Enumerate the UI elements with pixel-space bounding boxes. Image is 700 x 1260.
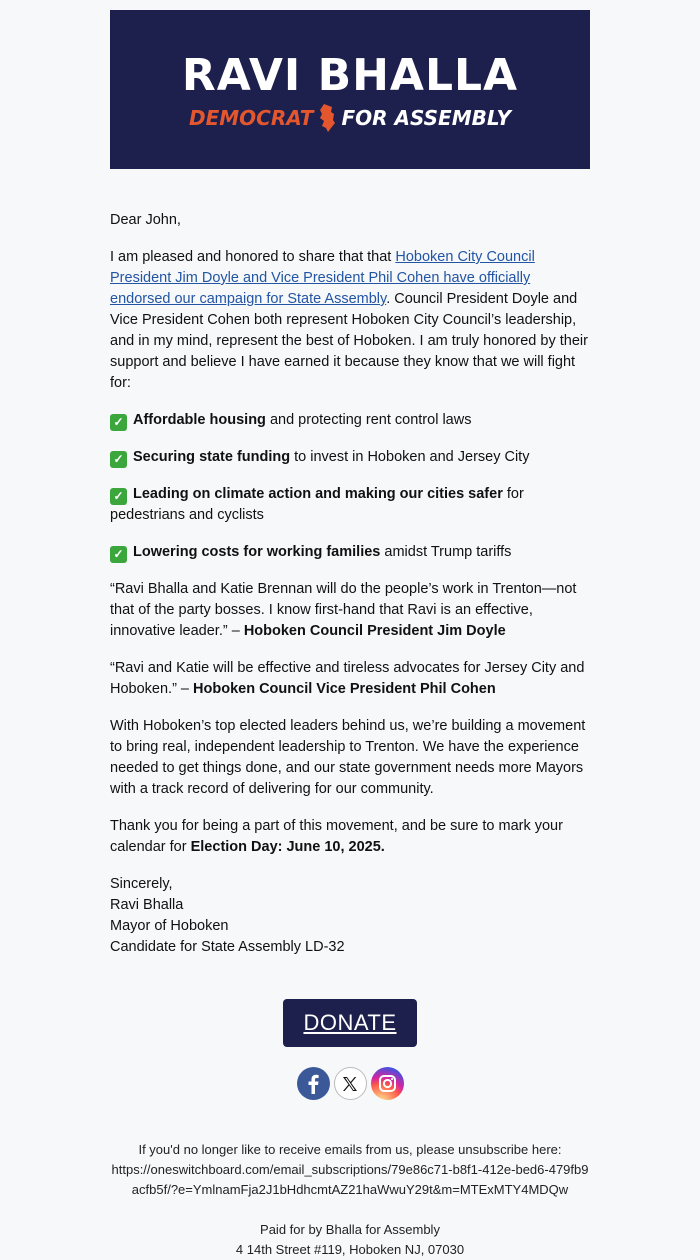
banner-tagline	[189, 104, 511, 132]
endorsement-link[interactable]: Hoboken City Council President Jim Doyle and Vice President Phil Cohen have officially endorsed our campaign for State Assembly	[110, 249, 535, 307]
bullet-text: for pedestrians and cyclists	[110, 486, 524, 523]
bullet-bold: Affordable housing	[133, 412, 266, 428]
footer	[110, 1140, 590, 1260]
signature-block	[110, 874, 590, 958]
bullet-item	[110, 447, 590, 468]
quote-attribution: Hoboken Council President Jim Doyle	[243, 623, 506, 639]
intro-text: I am pleased and honored to share that that	[110, 249, 396, 265]
thanks-text: Thank you for being a part of this movement, and be sure to mark your calendar for	[110, 818, 563, 855]
checkmark-icon: ✓	[110, 488, 127, 505]
donate-row	[110, 999, 590, 1047]
checkmark-icon: ✓	[110, 414, 127, 431]
instagram-icon[interactable]	[371, 1067, 404, 1100]
movement-paragraph: With Hoboken’s top elected leaders behind us, we’re building a movement to bring real, independent leadership to Trenton. We have the experience needed to get things done, and our state government needs more Mayors with a track record of delivering for our community.	[110, 718, 586, 797]
bullet-item	[110, 542, 590, 563]
bullet-text: and protecting rent control laws	[265, 412, 472, 428]
bullet-bold: Lowering costs for working families	[133, 544, 381, 560]
bullet-text: amidst Trump tariffs	[380, 544, 512, 560]
x-icon[interactable]	[334, 1067, 367, 1100]
bullet-item	[110, 484, 590, 526]
banner-for-assembly: FOR ASSEMBLY	[341, 105, 511, 130]
quote-cohen	[110, 658, 590, 700]
checkmark-icon: ✓	[110, 451, 127, 468]
quote-doyle	[110, 579, 590, 642]
quote-text: “Ravi Bhalla and Katie Brennan will do the people’s work in Trenton—not that of the party bosses. I know first-hand that Ravi is an effective, innovative leader.” –	[110, 581, 577, 639]
bullet-bold: Leading on climate action and making our cities safer	[133, 486, 503, 502]
intro-paragraph	[110, 247, 590, 394]
donate-button[interactable]: DONATE	[283, 999, 416, 1047]
quote-attribution: Hoboken Council Vice President Phil Cohen	[193, 681, 496, 697]
sign-off: Sincerely,	[110, 876, 173, 892]
checkmark-icon: ✓	[110, 546, 127, 563]
bullet-text: to invest in Hoboken and Jersey City	[290, 449, 530, 465]
greeting: Dear John,	[110, 212, 181, 228]
letter-content	[110, 210, 590, 958]
email-body	[110, 0, 590, 1260]
social-links	[110, 1067, 590, 1100]
unsubscribe-link[interactable]: https://oneswitchboard.com/email_subscriptions/79e86c71-b8f1-412e-bed6-479fb9acfb5f/?e=YmlnamFja2J1bHdhcmtAZ21haWwuY29t&m=MTExMTY4MDQw	[111, 1162, 589, 1197]
bullet-item	[110, 410, 590, 431]
header-banner	[110, 10, 590, 169]
facebook-icon[interactable]	[297, 1067, 330, 1100]
signer-title: Mayor of Hoboken	[110, 918, 229, 934]
thanks-paragraph	[110, 816, 590, 858]
unsubscribe-text: If you'd no longer like to receive emails from us, please unsubscribe here:	[138, 1142, 562, 1157]
signer-candidacy: Candidate for State Assembly LD-32	[110, 939, 345, 955]
mailing-address: 4 14th Street #119, Hoboken NJ, 07030	[235, 1242, 465, 1257]
election-day: Election Day: June 10, 2025.	[190, 839, 385, 855]
signer-name: Ravi Bhalla	[110, 897, 184, 913]
banner-name: RAVI BHALLA	[181, 49, 519, 101]
bullet-bold: Securing state funding	[133, 449, 291, 465]
new-jersey-map-icon	[318, 104, 336, 132]
intro-text-continued: . Council President Doyle and Vice President Cohen both represent Hoboken City Council’s leadership, and in my mind, represent the best of Hoboken. I am truly honored by their support and believe I have earned it because they know that we will fight for:	[110, 291, 588, 391]
paid-for-disclaimer: Paid for by Bhalla for Assembly	[260, 1222, 440, 1237]
quote-text: “Ravi and Katie will be effective and tireless advocates for Jersey City and Hoboken.” –	[110, 660, 585, 697]
banner-democrat: DEMOCRAT	[189, 105, 314, 130]
